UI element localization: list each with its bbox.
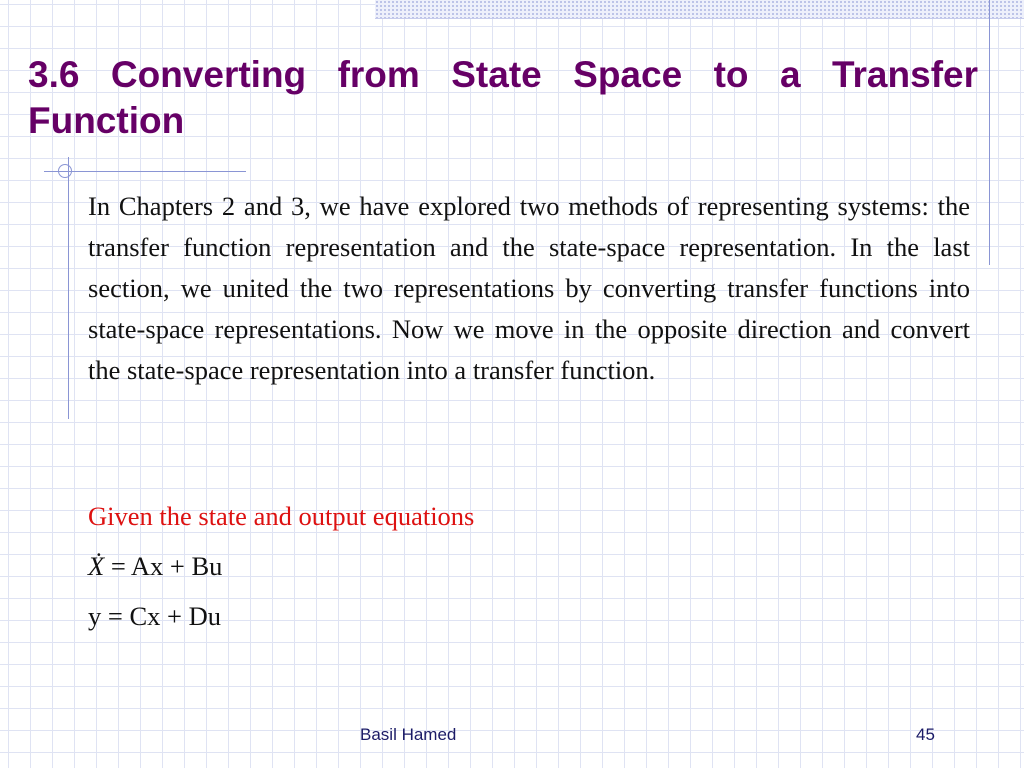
output-equation: y = Cx + Du xyxy=(88,601,221,631)
state-equation-lhs: Ẋ xyxy=(88,551,105,581)
slide-title: 3.6 Converting from State Space to a Transfer Function xyxy=(28,54,978,141)
state-equation-rhs: = Ax + Bu xyxy=(104,551,223,581)
top-decorative-band xyxy=(375,0,1024,19)
footer-author: Basil Hamed xyxy=(360,725,457,744)
state-equation xyxy=(88,546,222,587)
left-vertical-rule xyxy=(68,157,69,419)
title-underline-rule xyxy=(44,171,246,172)
rule-circle-ornament xyxy=(58,164,72,178)
highlight-text: Given the state and output equations xyxy=(88,501,475,531)
footer-page-number: 45 xyxy=(916,725,935,744)
right-vertical-rule xyxy=(989,0,990,265)
slide-body-paragraph: In Chapters 2 and 3, we have explored two methods of representing systems: the transfer function representation and the state-space representation. In the last section, we united the two representations by converting transfer functions into state-space representations. Now we move in the opposite direction and convert the state-space representation into a transfer function. xyxy=(88,191,970,385)
